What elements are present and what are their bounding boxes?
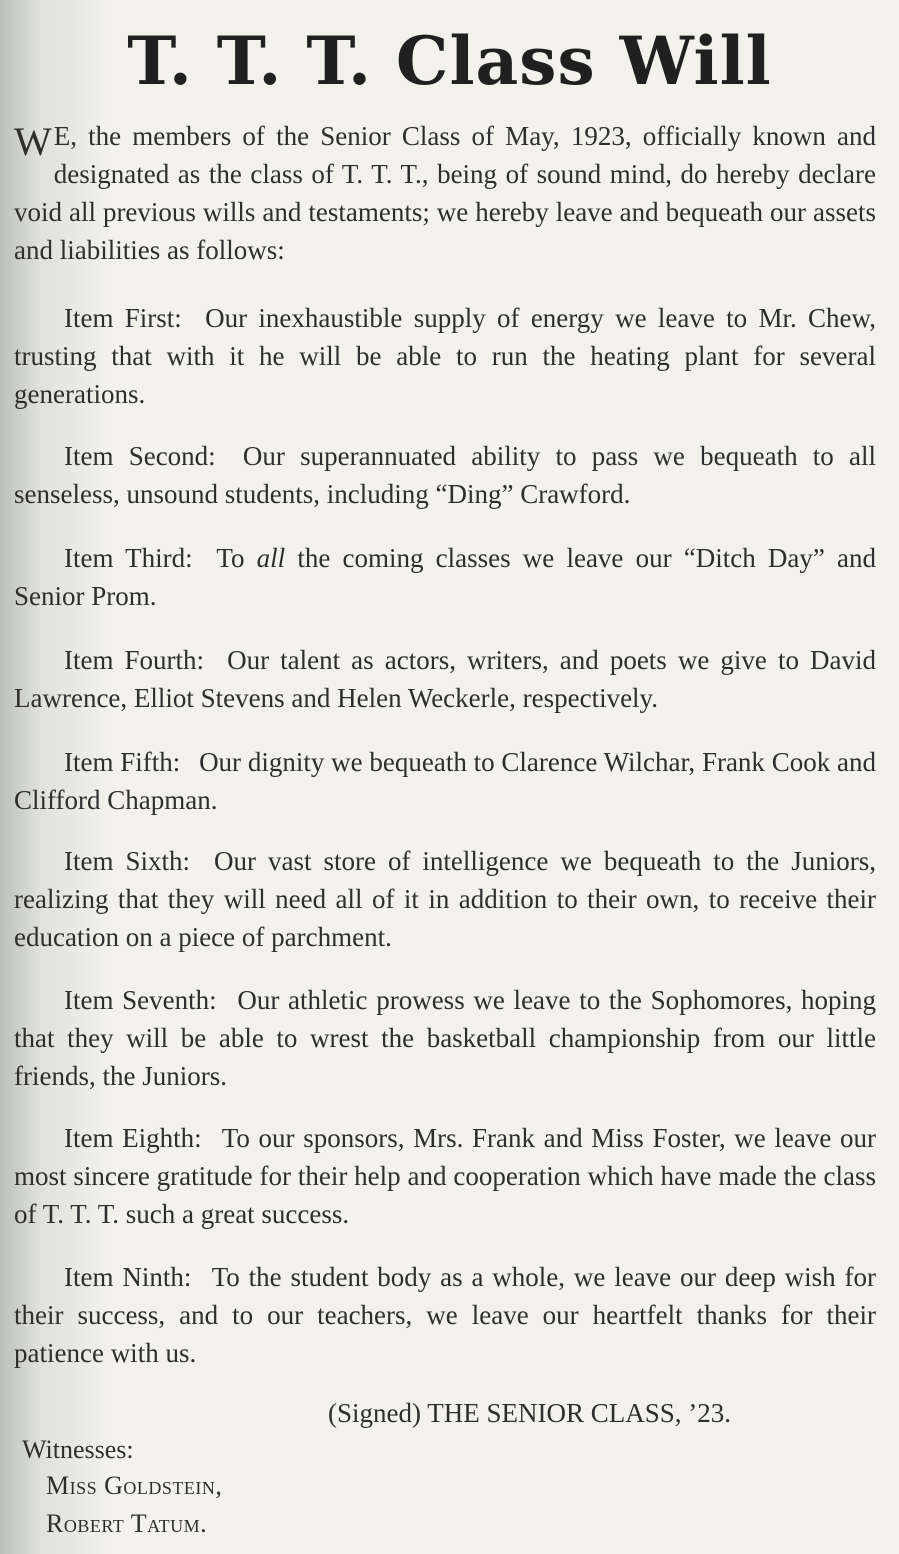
item-paragraph-second [14,437,876,513]
item-text-emphasis: all [256,543,286,573]
item-text: Our athletic prowess we leave to the Sophomores, hoping that they will be able to wrest the basketball championship from our little friends, the Juniors. [14,985,877,1091]
item-text: To our sponsors, Mrs. Frank and Miss Foster, we leave our most sincere gratitude for their help and cooperation which have made the class of T. T. T. such a great success. [14,1123,876,1229]
intro-text: E, the members of the Senior Class of May, 1923, officially known and designated as the class of T. T. T., being of sound mind, do hereby declare void all previous wills and testaments; we hereby leave and bequeath our assets and liabilities as follows: [14,121,876,265]
witness-name: Miss Goldstein, [46,1471,223,1500]
witness-name: Robert Tatum. [46,1509,208,1538]
signature-line: (Signed) THE SENIOR CLASS, ’23. [328,1398,732,1428]
item-text-after: the coming classes we leave our “Ditch Day” and Senior Prom. [14,543,877,611]
item-text: Our superannuated ability to pass we bequeath to all senseless, unsound students, including “Ding” Crawford. [14,441,876,509]
item-label: Item First: [64,303,182,333]
item-paragraph-ninth [14,1258,876,1372]
item-text: Our inexhaustible supply of energy we leave to Mr. Chew, trusting that with it he will be able to run the heating plant for several generations. [14,303,877,409]
item-paragraph-first [14,299,876,413]
item-paragraph-third [14,539,876,615]
item-text: Our vast store of intelligence we bequeath to the Juniors, realizing that they will need all of it in addition to their own, to receive their education on a piece of parchment. [14,846,877,952]
item-paragraph-fifth [14,743,876,819]
item-paragraph-fourth [14,641,876,717]
item-label: Item Fifth: [64,747,181,777]
drop-cap: W [14,119,52,164]
item-label: Item Eighth: [64,1123,202,1153]
item-text: Our dignity we bequeath to Clarence Wilchar, Frank Cook and Clifford Chapman. [14,747,876,815]
item-paragraph-eighth [14,1119,876,1233]
item-text: To the student body as a whole, we leave our deep wish for their success, and to our teachers, we leave our heartfelt thanks for their patience with us. [14,1262,876,1368]
item-text-before: To [216,543,245,573]
item-text: Our talent as actors, writers, and poets we give to David Lawrence, Elliot Stevens and Helen Weckerle, respectively. [14,645,876,713]
page-title: T. T. T. Class Will [127,22,772,100]
intro-paragraph [14,117,876,269]
item-paragraph-sixth [14,842,876,956]
item-label: Item Fourth: [64,645,205,675]
item-paragraph-seventh [14,981,876,1095]
item-label: Item Sixth: [64,846,190,876]
item-label: Item Third: [64,543,193,573]
item-label: Item Seventh: [64,985,217,1015]
item-label: Item Second: [64,441,216,471]
item-label: Item Ninth: [64,1262,192,1292]
witnesses-heading: Witnesses: [22,1435,134,1464]
